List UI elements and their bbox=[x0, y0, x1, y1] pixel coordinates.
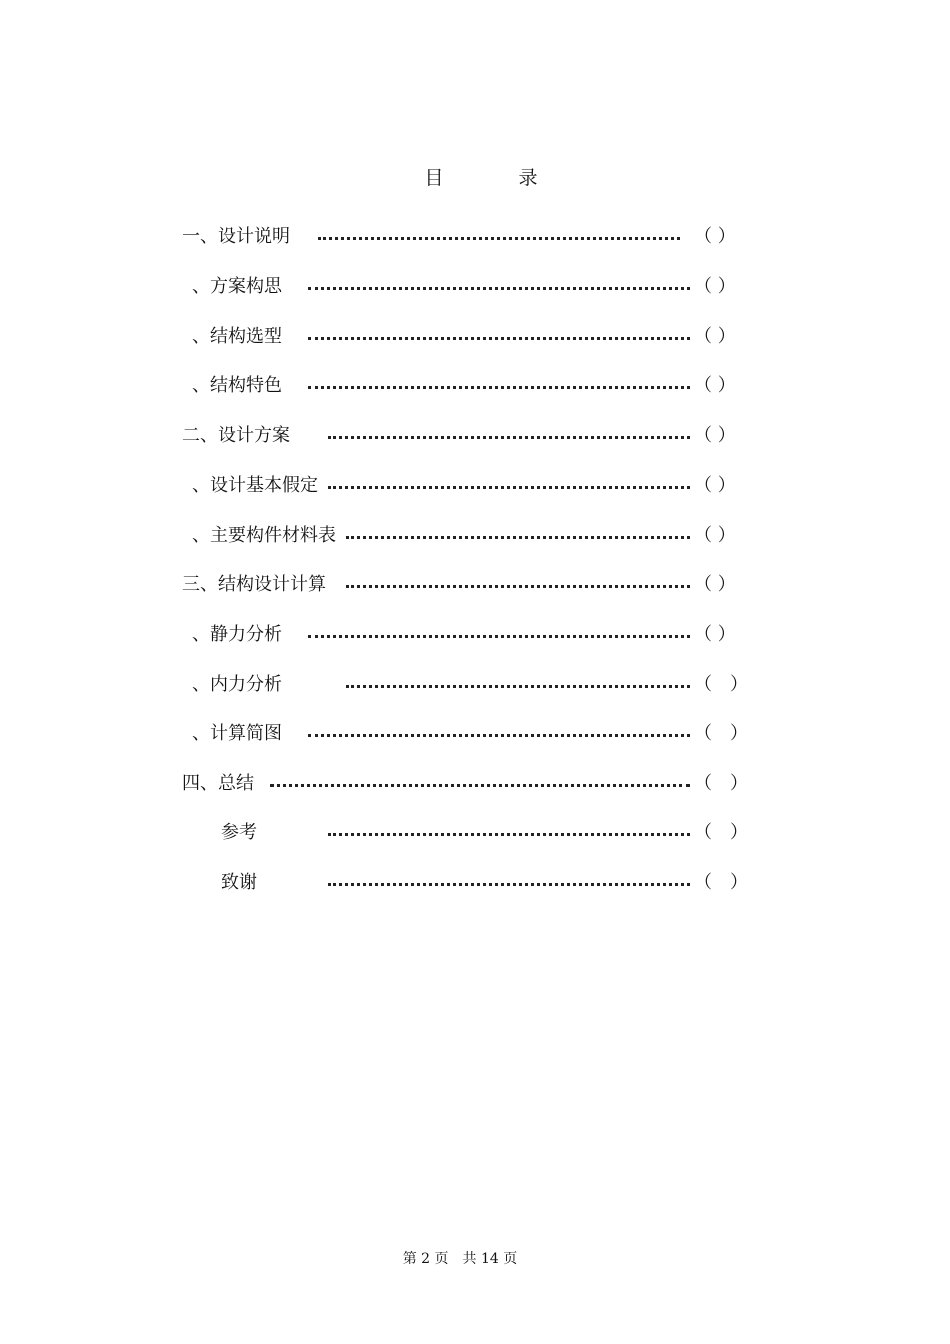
toc-entry-page: （ ） bbox=[694, 723, 748, 744]
toc-entry-label: 四、总结 bbox=[182, 773, 254, 794]
toc-entry-label: 、方案构思 bbox=[192, 276, 282, 297]
toc-entry-label: 、计算简图 bbox=[192, 723, 282, 744]
toc-leader-dots bbox=[308, 734, 690, 737]
toc-entry-page: （ ） bbox=[694, 226, 736, 247]
toc-entry-page: （ ） bbox=[694, 425, 736, 446]
toc-leader-dots bbox=[328, 436, 690, 439]
toc-entry-page: （ ） bbox=[694, 822, 748, 843]
toc-leader-dots bbox=[308, 635, 690, 638]
toc-leader-dots bbox=[328, 833, 690, 836]
toc-entry-label: 二、设计方案 bbox=[182, 425, 290, 446]
toc-entry[interactable] bbox=[0, 622, 950, 648]
toc-entry-label: 、主要构件材料表 bbox=[192, 525, 336, 546]
toc-leader-dots bbox=[318, 237, 680, 240]
toc-entry[interactable] bbox=[0, 473, 950, 499]
toc-entry-label: 三、结构设计计算 bbox=[182, 574, 326, 595]
toc-entry[interactable] bbox=[0, 572, 950, 598]
toc-entry-page: （ ） bbox=[694, 525, 736, 546]
toc-entry-label: 、内力分析 bbox=[192, 674, 282, 695]
toc-entry-label: 一、设计说明 bbox=[182, 226, 290, 247]
toc-leader-dots bbox=[346, 536, 690, 539]
toc-entry-page: （ ） bbox=[694, 475, 736, 496]
toc-entry-label: 、结构特色 bbox=[192, 375, 282, 396]
toc-leader-dots bbox=[328, 486, 690, 489]
toc-entry[interactable] bbox=[0, 523, 950, 549]
page-title: 目 录 bbox=[424, 167, 566, 189]
toc-entry[interactable] bbox=[0, 771, 950, 797]
toc-entry-label: 参考 bbox=[221, 822, 257, 843]
toc-entry-page: （ ） bbox=[694, 872, 748, 893]
toc-entry-page: （ ） bbox=[694, 624, 736, 645]
toc-entry-page: （ ） bbox=[694, 773, 748, 794]
toc-leader-dots bbox=[308, 287, 690, 290]
toc-entry-label: 致谢 bbox=[221, 872, 257, 893]
toc-entry-page: （ ） bbox=[694, 276, 736, 297]
toc-entry[interactable] bbox=[0, 274, 950, 300]
toc-leader-dots bbox=[346, 685, 690, 688]
toc-entry[interactable] bbox=[0, 423, 950, 449]
toc-entry[interactable] bbox=[0, 672, 950, 698]
toc-entry[interactable] bbox=[0, 224, 950, 250]
toc-leader-dots bbox=[328, 883, 690, 886]
toc-leader-dots bbox=[308, 337, 690, 340]
toc-entry-label: 、静力分析 bbox=[192, 624, 282, 645]
page-footer: 第 2 页 共 14 页 bbox=[402, 1251, 518, 1267]
toc-entry[interactable] bbox=[0, 721, 950, 747]
toc-entry-page: （ ） bbox=[694, 326, 736, 347]
toc-leader-dots bbox=[308, 386, 690, 389]
toc-entry[interactable] bbox=[0, 820, 950, 846]
toc-leader-dots bbox=[346, 585, 690, 588]
toc-entry[interactable] bbox=[0, 870, 950, 896]
toc-leader-dots bbox=[270, 784, 690, 787]
toc-entry-page: （ ） bbox=[694, 674, 748, 695]
toc-entry-page: （ ） bbox=[694, 574, 736, 595]
toc-entry-label: 、结构选型 bbox=[192, 326, 282, 347]
toc-entry[interactable] bbox=[0, 324, 950, 350]
toc-entry-label: 、设计基本假定 bbox=[192, 475, 318, 496]
toc-entry-page: （ ） bbox=[694, 375, 736, 396]
toc-entry[interactable] bbox=[0, 373, 950, 399]
